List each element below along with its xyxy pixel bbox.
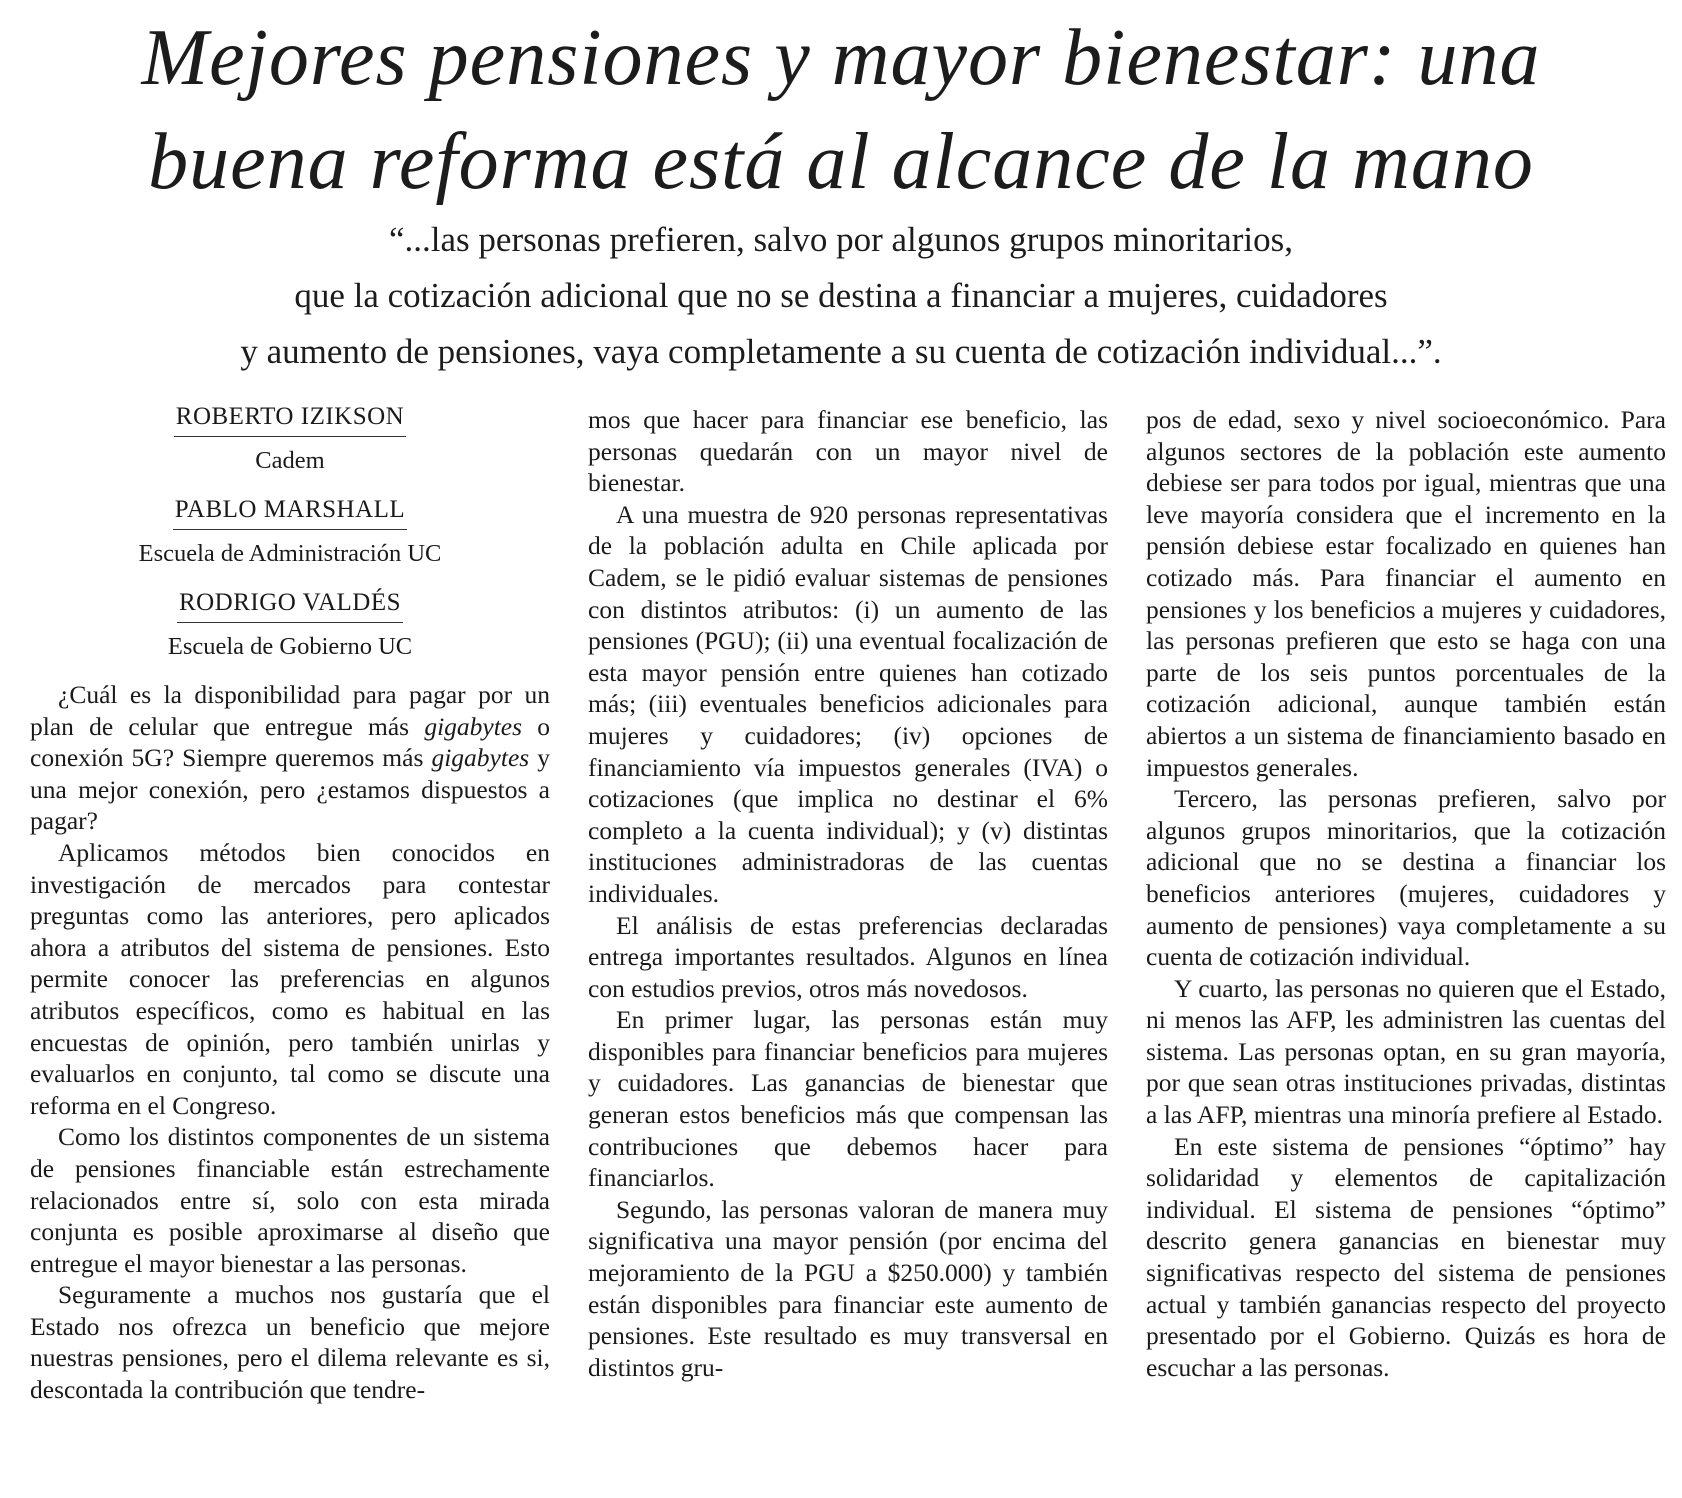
pull-quote-line-3: y aumento de pensiones, vaya completamente a su cuenta de cotización individual...”. (240, 332, 1442, 371)
text-run: ¿Cuál es la disponibilidad para pagar por un plan de celular que entregue más (30, 680, 550, 741)
body-paragraph: Como los distintos componentes de un sistema de pensiones financiable están estrechamente relacionados entre sí, solo con esta mirada conjunta es posible aproximarse al diseño que entregue el mayor bienestar a las personas. (30, 1122, 550, 1278)
body-paragraph: Tercero, las personas prefieren, salvo por algunos grupos minoritarios, que la cotización adicional que no se destina a financiar los beneficios anteriores (mujeres, cuidadores y aumento de pensiones) vaya completamente a su cuenta de cotización individual. (1146, 784, 1666, 972)
body-paragraph: En primer lugar, las personas están muy disponibles para financiar beneficios para mujeres y cuidadores. Las ganancias de bienestar que generan estos beneficios más que compensan las contribuciones que debemos hacer para financiarlos. (588, 1005, 1108, 1193)
byline (30, 586, 550, 665)
text-run: y una mejor conexión, pero ¿estamos dispuestos a pagar? (30, 743, 550, 836)
byline (30, 493, 550, 572)
pull-quote (60, 212, 1622, 380)
italic-term: gigabytes (431, 743, 530, 773)
body-paragraph: Y cuarto, las personas no quieren que el Estado, ni menos las AFP, les administren las cuentas del sistema. Las personas optan, en su gran mayoría, por que sean otras instituciones privadas, distintas a las AFP, mientras una minoría prefiere al Estado. (1146, 973, 1666, 1130)
headline-line-1: Mejores pensiones y mayor bienestar: una (141, 14, 1541, 102)
pull-quote-line-1: “...las personas prefieren, salvo por algunos grupos minoritarios, (389, 220, 1293, 259)
body-paragraph: En este sistema de pensiones “óptimo” hay solidaridad y elementos de capitalización individual. El sistema de pensiones “óptimo” descrito genera ganancias en bienestar muy significativas respecto del sistema de pensiones actual y también ganancias respecto del proyecto presentado por el Gobierno. Quizás es hora de escuchar a las personas. (1146, 1131, 1666, 1382)
pull-quote-line-2: que la cotización adicional que no se destina a financiar a mujeres, cuidadores (294, 276, 1388, 315)
author-name: ROBERTO IZIKSON (174, 400, 406, 437)
author-institution: Escuela de Administración UC (138, 540, 442, 567)
author-institution: Escuela de Gobierno UC (167, 633, 413, 660)
article-column-1 (30, 400, 550, 1406)
author-institution: Cadem (255, 447, 325, 474)
body-paragraph: Segundo, las personas valoran de manera muy significativa una mayor pensión (por encima del mejoramiento de la PGU a $250.000) y también están disponibles para financiar este aumento de pensiones. Este resultado es muy transversal en distintos gru- (588, 1194, 1108, 1382)
bylines (30, 400, 550, 665)
author-name: RODRIGO VALDÉS (177, 586, 403, 623)
byline (30, 400, 550, 479)
text-run: o conexión 5G? Siempre queremos más (30, 711, 551, 773)
body-paragraph: A una muestra de 920 personas representativas de la población adulta en Chile aplicada por Cadem, se le pidió evaluar sistemas de pensiones con distintos atributos: (i) un aumento de las pensiones (PGU); (ii) una eventual focalización de esta mayor pensión entre quienes han cotizado más; (iii) eventuales beneficios adicionales para mujeres y cuidadores; (iv) opciones de financiamiento vía impuestos generales (IVA) o cotizaciones (que implica no destinar el 6% completo a la cuenta individual); y (v) distintas instituciones administradoras de las cuentas individuales. (588, 499, 1108, 908)
author-name: PABLO MARSHALL (173, 493, 407, 530)
body-paragraph-continued: pos de edad, sexo y nivel socioeconómico. Para algunos sectores de la población este aumento debiese ser para todos por igual, mientras que una leve mayoría considera que el incremento en la pensión debiese estar focalizado en quienes han cotizado más. Para financiar el aumento en pensiones y los beneficios a mujeres y cuidadores, las personas prefieren que esto se haga con una parte de los seis puntos porcentuales de la cotización adicional, aunque también están abiertos a un sistema de financiamiento basado en impuestos generales. (1146, 405, 1666, 782)
body-paragraph: Seguramente a muchos nos gustaría que el Estado nos ofrezca un beneficio que mejore nuestras pensiones, pero el dilema relevante es si, descontada la contribución que tendre- (30, 1280, 550, 1405)
body-paragraph-continued: mos que hacer para financiar ese beneficio, las personas quedarán con un mayor nivel de bienestar. (588, 405, 1108, 498)
body-paragraph: El análisis de estas preferencias declaradas entrega importantes resultados. Algunos en línea con estudios previos, otros más novedosos. (588, 910, 1108, 1003)
headline-line-2: buena reforma está al alcance de la mano (148, 118, 1534, 206)
article-column-2 (588, 404, 1108, 1383)
body-paragraph: Aplicamos métodos bien conocidos en investigación de mercados para contestar preguntas como las anteriores, pero aplicados ahora a atributos del sistema de pensiones. Esto permite conocer las preferencias en algunos atributos específicos, como es habitual en las encuestas de opinión, pero también unirlas y evaluarlos en conjunto, tal como se discute una reforma en el Congreso. (30, 837, 550, 1120)
headline (40, 6, 1642, 214)
body-paragraph (30, 679, 550, 837)
article-column-3 (1146, 404, 1666, 1383)
italic-term: gigabytes (424, 711, 523, 741)
